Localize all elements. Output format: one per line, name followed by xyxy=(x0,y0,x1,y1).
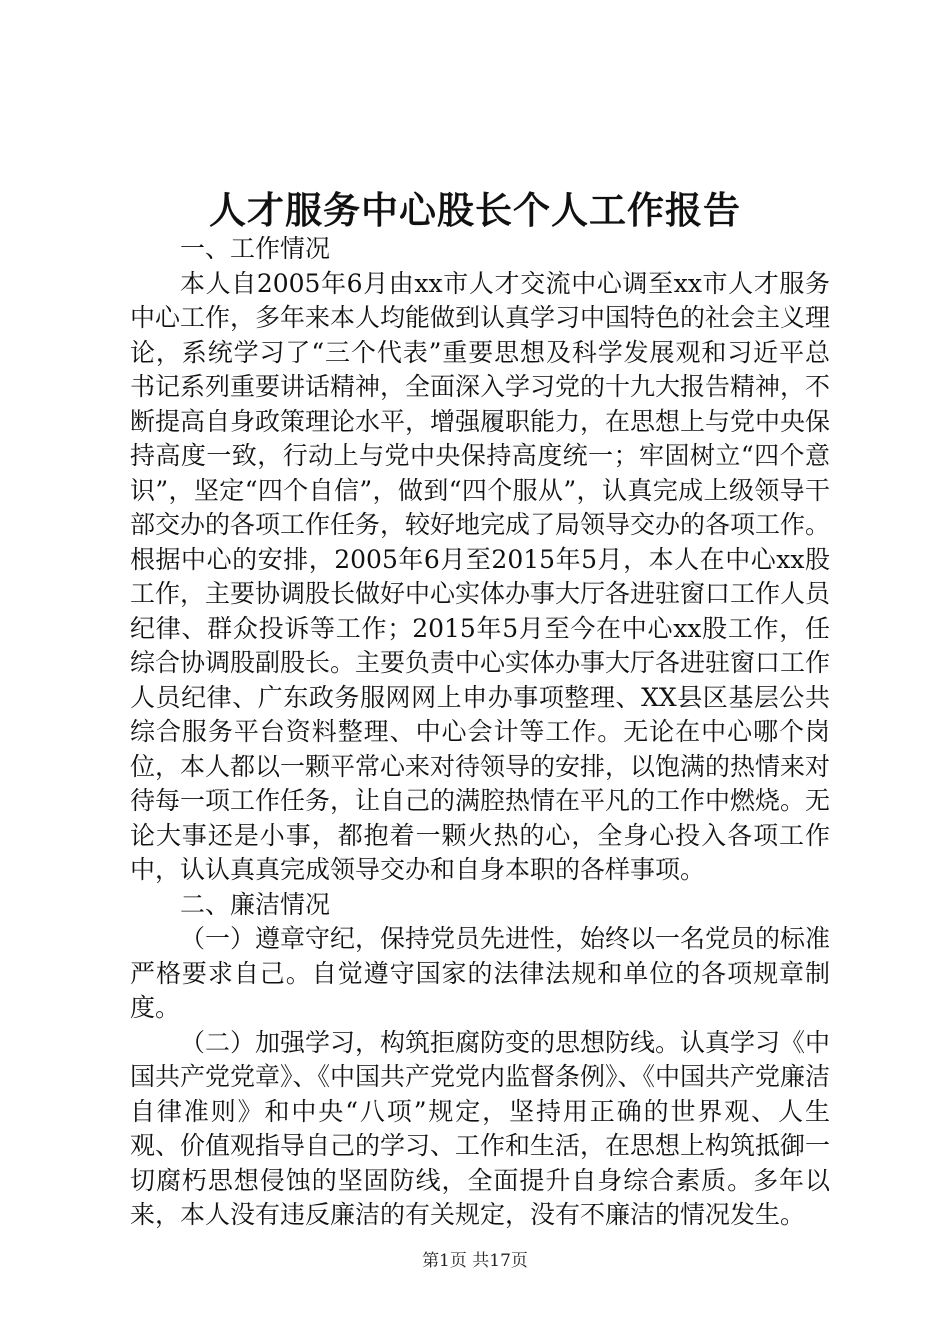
document-title: 人才服务中心股长个人工作报告 xyxy=(209,188,741,232)
paragraph-work-situation: 本人自2005年6月由xx市人才交流中心调至xx市人才服务中心工作，多年来本人均能做到认真学习中国特色的社会主义理论，系统学习了“三个代表”重要思想及科学发展观和习近平总书记系列重要讲话精神，全面深入学习党的十九大报告精神，不断提高自身政策理论水平，增强履职能力，在思想上与党中央保持高度一致，行动上与党中央保持高度统一；牢固树立“四个意识”，坚定“四个自信”，做到“四个服从”，认真完成上级领导干部交办的各项工作任务，较好地完成了局领导交办的各项工作。根据中心的安排，2005年6月至2015年5月，本人在中心xx股工作，主要协调股长做好中心实体办事大厅各进驻窗口工作人员纪律、群众投诉等工作；2015年5月至今在中心xx股工作，任综合协调股副股长。主要负责中心实体办事大厅各进驻窗口工作人员纪律、广东政务服网网上申办事项整理、XX县区基层公共综合服务平台资料整理、中心会计等工作。无论在中心哪个岗位，本人都以一颗平常心来对待领导的安排，以饱满的热情来对待每一项工作任务，让自己的满腔热情在平凡的工作中燃烧。无论大事还是小事，都抱着一颗火热的心，全身心投入各项工作中，认认真真完成领导交办和自身本职的各样事项。 xyxy=(130,268,831,884)
page-footer: 第1页 共17页 xyxy=(422,1251,528,1271)
document-body xyxy=(130,232,830,1233)
paragraph-integrity-2: （二）加强学习，构筑拒腐防变的思想防线。认真学习《中国共产党党章》、《中国共产党党内监督条例》、《中国共产党廉洁自律准则》和中央“八项”规定，坚持用正确的世界观、人生观、价值观指导自己的学习、工作和生活，在思想上构筑抵御一切腐朽思想侵蚀的坚固防线，全面提升自身综合素质。多年以来，本人没有违反廉洁的有关规定，没有不廉洁的情况发生。 xyxy=(130,1027,831,1229)
section-heading-integrity: 二、廉洁情况 xyxy=(180,889,331,919)
section-heading-work: 一、工作情况 xyxy=(180,234,331,263)
paragraph-integrity-1: （一）遵章守纪，保持党员先进性，始终以一名党员的标准严格要求自己。自觉遵守国家的法律法规和单位的各项规章制度。 xyxy=(130,924,831,1022)
